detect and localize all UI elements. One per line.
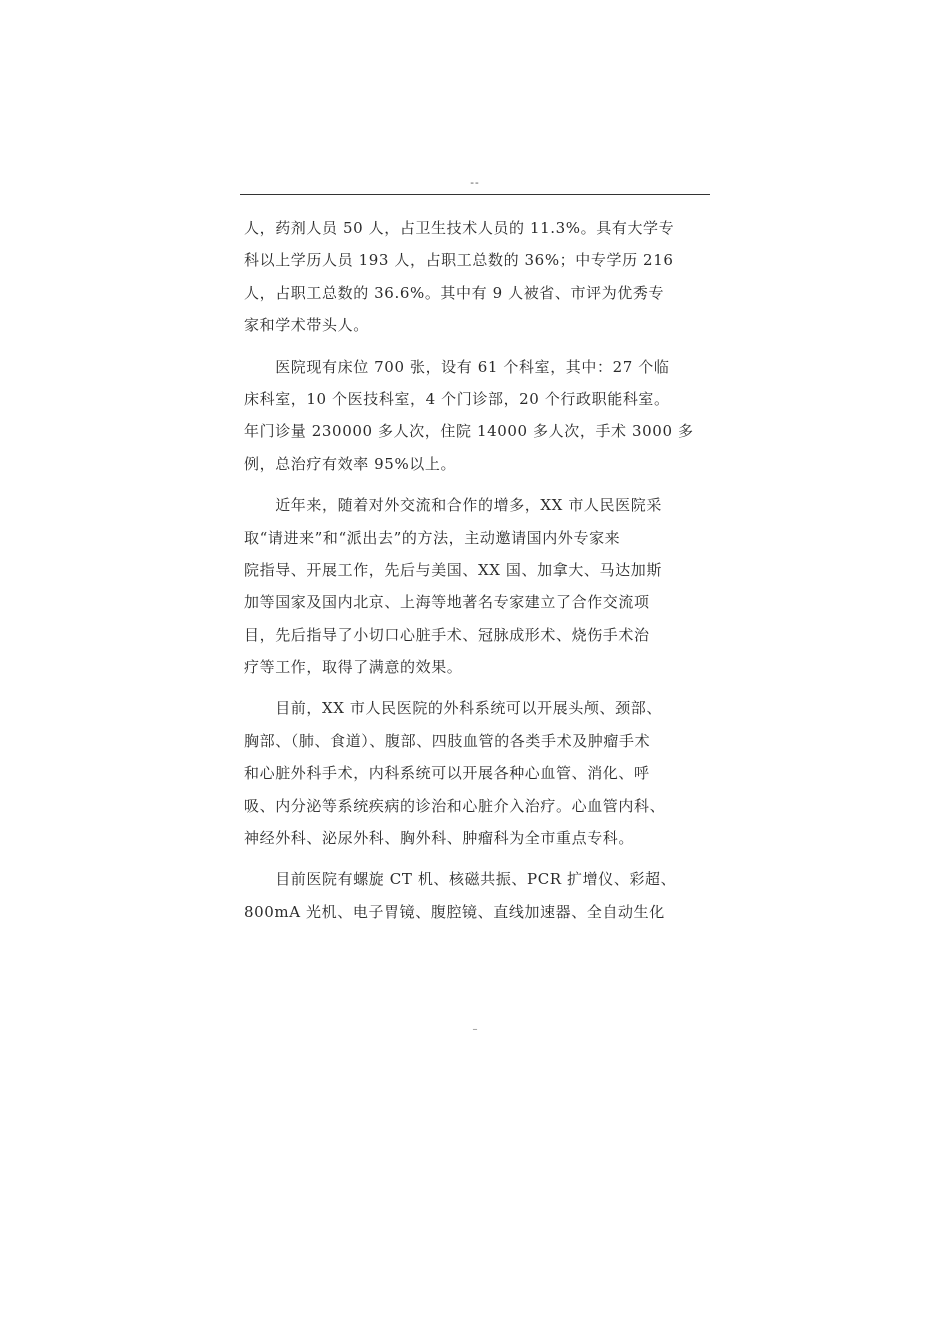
paragraph-equipment (244, 863, 712, 928)
body-text (244, 212, 712, 937)
text-line: 疗等工作，取得了满意的效果。 (244, 658, 463, 677)
text-line: 家和学术带头人。 (244, 316, 369, 335)
paragraph-exchange (244, 489, 712, 683)
text-line: 近年来，随着对外交流和合作的增多，XX 市人民医院采 (244, 496, 662, 515)
text-line: 医院现有床位 700 张，设有 61 个科室，其中：27 个临 (244, 357, 670, 376)
text-line: 人，占职工总数的 36.6%。其中有 9 人被省、市评为优秀专 (244, 283, 665, 302)
text-line: 取“请进来”和“派出去”的方法，主动邀请国内外专家来 (244, 528, 621, 547)
text-line: 加等国家及国内北京、上海等地著名专家建立了合作交流项 (244, 593, 650, 612)
text-line: 目，先后指导了小切口心脏手术、冠脉成形术、烧伤手术治 (244, 625, 650, 644)
paragraph-staff (244, 212, 712, 342)
text-line: 床科室，10 个医技科室，4 个门诊部，20 个行政职能科室。 (244, 389, 670, 408)
paragraph-beds (244, 351, 712, 481)
text-line: 科以上学历人员 193 人，占职工总数的 36%；中专学历 216 (244, 251, 674, 270)
paragraph-surgery (244, 692, 712, 854)
text-line: 胸部、（肺、食道）、腹部、四肢血管的各类手术及肿瘤手术 (244, 731, 651, 750)
text-line: 目前，XX 市人民医院的外科系统可以开展头颅、颈部、 (244, 699, 662, 718)
page-footer-mark: – (472, 1024, 478, 1035)
text-line: 人，药剂人员 50 人，占卫生技术人员的 11.3%。具有大学专 (244, 219, 675, 237)
text-line: 年门诊量 230000 多人次，住院 14000 多人次，手术 3000 多 (244, 422, 694, 441)
text-line: 和心脏外科手术，内科系统可以开展各种心血管、消化、呼 (244, 764, 650, 783)
text-line: 例，总治疗有效率 95%以上。 (244, 454, 457, 473)
text-line: 目前医院有螺旋 CT 机、核磁共振、PCR 扩增仪、彩超、 (244, 870, 677, 889)
page-header-mark: -- (470, 176, 480, 189)
header-rule (240, 194, 710, 195)
text-line: 吸、内分泌等系统疾病的诊治和心脏介入治疗。心血管内科、 (244, 796, 666, 815)
text-line: 院指导、开展工作，先后与美国、XX 国、加拿大、马达加斯 (244, 560, 662, 579)
text-line: 800mA 光机、电子胃镜、腹腔镜、直线加速器、全自动生化 (244, 902, 665, 921)
text-line: 神经外科、泌尿外科、胸外科、肿瘤科为全市重点专科。 (244, 829, 635, 848)
